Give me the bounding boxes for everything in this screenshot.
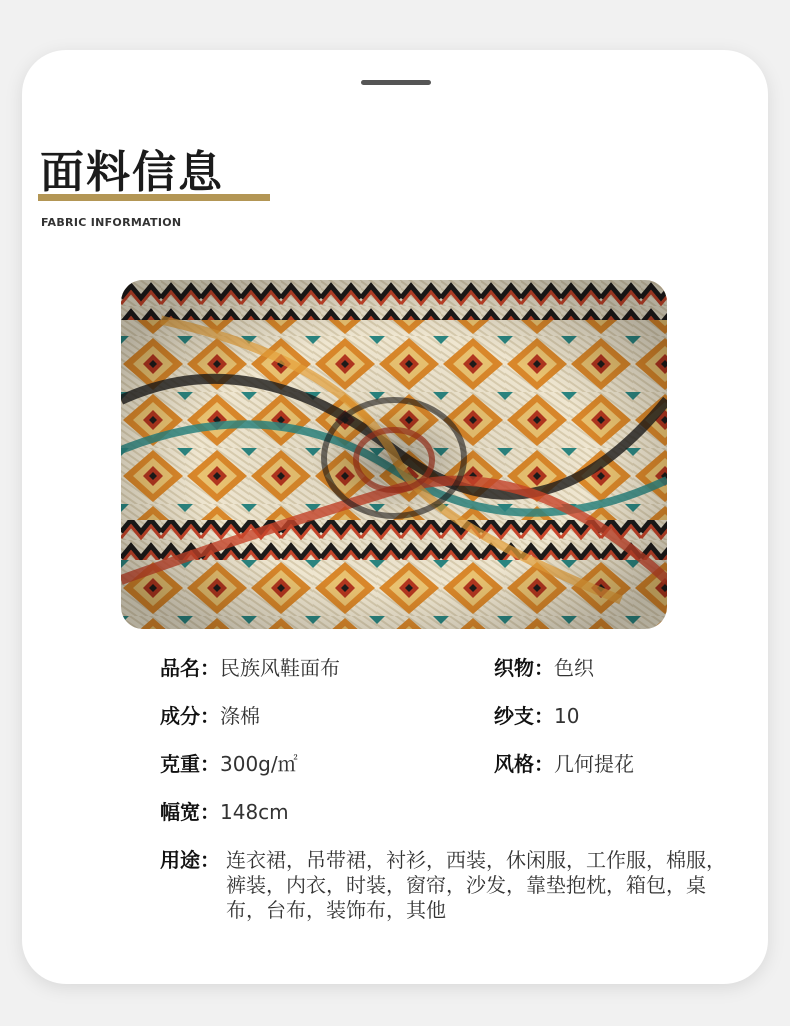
info-card (22, 50, 768, 984)
spec-yarn-label: 纱支： (494, 704, 554, 728)
page-subtitle: FABRIC INFORMATION (41, 216, 182, 229)
spec-style (494, 752, 634, 776)
spec-weave (494, 656, 594, 680)
spec-width (160, 800, 289, 824)
spec-weight-value: 300g/㎡ (220, 752, 298, 776)
spec-width-value: 148cm (220, 800, 289, 824)
spec-name-value: 民族风鞋面布 (220, 656, 340, 680)
spec-yarn (494, 704, 579, 728)
spec-weave-value: 色织 (554, 656, 594, 680)
spec-composition-label: 成分： (160, 704, 220, 728)
spec-style-value: 几何提花 (554, 752, 634, 776)
spec-width-label: 幅宽： (160, 800, 220, 824)
spec-weight-label: 克重： (160, 752, 220, 776)
spec-composition (160, 704, 260, 728)
spec-usage-value: 连衣裙，吊带裙，衬衫，西装，休闲服，工作服，棉服，裤装，内衣，时装，窗帘，沙发，靠垫抱枕，箱包，桌布，台布，装饰布，其他 (226, 848, 726, 922)
spec-style-label: 风格： (494, 752, 554, 776)
spec-name (160, 656, 340, 680)
spec-yarn-value: 10 (554, 704, 580, 728)
spec-usage-label: 用途： (160, 848, 220, 872)
page-title: 面料信息 (40, 147, 224, 198)
spec-weight (160, 752, 298, 776)
spec-weave-label: 织物： (494, 656, 554, 680)
spec-composition-value: 涤棉 (220, 704, 260, 728)
spec-name-label: 品名： (160, 656, 220, 680)
